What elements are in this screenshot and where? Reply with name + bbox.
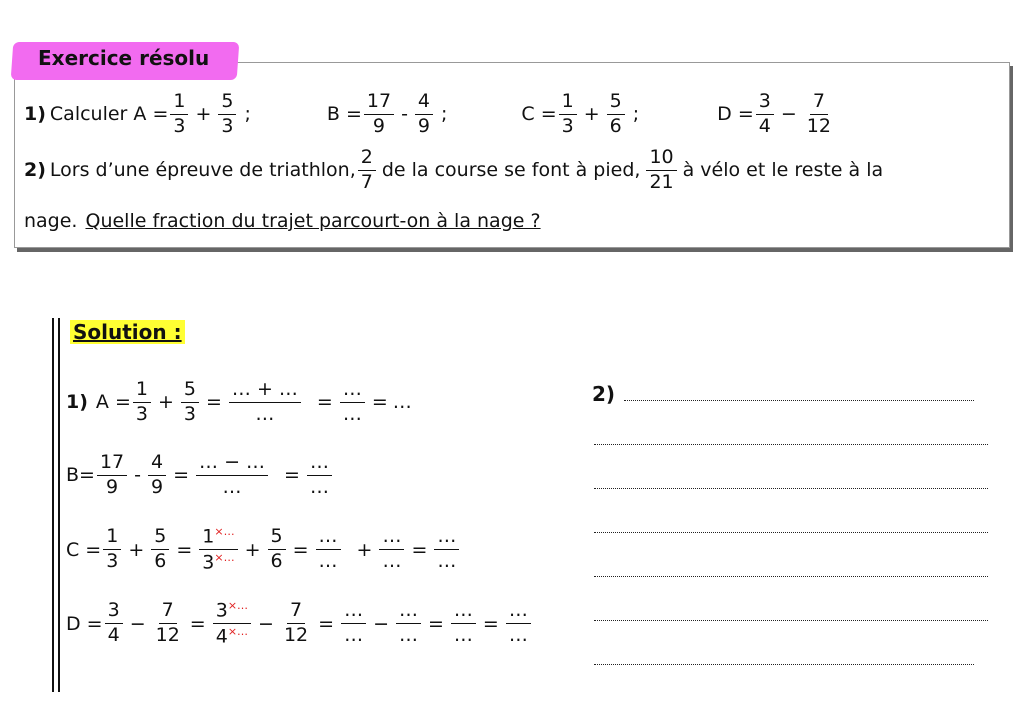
fraction: $\frac{4}{9}$ xyxy=(148,453,166,498)
question-2-continued: nage. Quelle fraction du trajet parcourt-on à la nage ? xyxy=(24,210,541,232)
fraction: $\frac{2}{7}$ xyxy=(358,148,376,193)
fraction: $\frac{1}{3}$ xyxy=(170,92,188,137)
solution-line-A: 1) A = $\frac{1}{3}$ + $\frac{5}{3}$ = $\frac{\dots + \dots}{\dots}$ = $\frac{\dots}{\dots}$ = … xyxy=(66,378,412,425)
question-2-question: Quelle fraction du trajet parcourt-on à la nage ? xyxy=(85,210,541,232)
solution-border-left xyxy=(52,318,54,692)
fraction: $\frac{5}{3}$ xyxy=(181,380,199,425)
fraction: $\frac{17}{9}$ xyxy=(97,453,127,498)
fraction: $\frac{17}{9}$ xyxy=(364,92,394,137)
question-1-text: Calculer A = xyxy=(49,103,169,126)
answer-line[interactable] xyxy=(594,532,988,533)
solution-line-D: D = $\frac{3}{4}$ − $\frac{7}{12}$ = $\frac{3^{\times\dots}}{4^{\times\dots}}$ − $\frac{7}{12}$ = $\frac{\dots}{\dots}$ − $\frac{\dots}{\dots}$ = $\frac{\dots}{\dots}$ = $\frac{\dots}{\dots}$ xyxy=(66,600,533,648)
fraction: $\frac{7}{12}$ xyxy=(806,90,831,137)
fraction: $\frac{1}{3}$ xyxy=(133,380,151,425)
fraction: $\frac{\dots}{\dots}$ xyxy=(316,527,341,572)
fraction: $\frac{\dots}{\dots}$ xyxy=(451,601,476,646)
fraction: $\frac{\dots}{\dots}$ xyxy=(307,453,332,498)
expr-C-label: C = xyxy=(521,103,557,126)
solution-title: Solution : xyxy=(70,320,185,344)
fraction: $\frac{5}{6}$ xyxy=(607,92,625,137)
fraction: $\frac{1}{3}$ xyxy=(103,527,121,572)
fraction-with-multiplier: $\frac{3^{\times\dots}}{4^{\times\dots}}$ xyxy=(213,600,251,648)
fraction: $\frac{\dots}{\dots}$ xyxy=(434,527,459,572)
fraction: $\frac{3}{4}$ xyxy=(756,92,774,137)
answer-line[interactable] xyxy=(594,664,974,665)
fraction: $\frac{\dots - \dots}{\dots}$ xyxy=(196,453,268,498)
answer-line[interactable] xyxy=(594,576,988,577)
fraction: $\frac{\dots}{\dots}$ xyxy=(506,601,531,646)
fraction: $\frac{10}{21}$ xyxy=(646,148,676,193)
fraction: $\frac{5}{6}$ xyxy=(151,527,169,572)
expr-B-label: B = xyxy=(326,103,362,126)
answer-line[interactable] xyxy=(624,400,974,401)
answer-line[interactable] xyxy=(594,620,988,621)
answer-line[interactable] xyxy=(594,488,988,489)
question-2: 2) Lors d’une épreuve de triathlon, $\frac{2}{7}$ de la course se font à pied, $\frac{10}{21}$ à vélo et le reste à la xyxy=(24,146,884,193)
solution-line-C: C = $\frac{1}{3}$ + $\frac{5}{6}$ = $\frac{1^{\times\dots}}{3^{\times\dots}}$ + $\frac{5}{6}$ = $\frac{\dots}{\dots}$ + $\frac{\dots}{\dots}$ = $\frac{\dots}{\dots}$ xyxy=(66,526,461,574)
fraction: $\frac{3}{4}$ xyxy=(105,601,123,646)
fraction: $\frac{4}{9}$ xyxy=(415,92,433,137)
fraction: $\frac{7}{12}$ xyxy=(283,599,309,647)
fraction: $\frac{1}{3}$ xyxy=(559,92,577,137)
fraction: $\frac{5}{6}$ xyxy=(268,527,286,572)
question-1-number: 1) xyxy=(24,103,46,126)
solution-line-B: B= $\frac{17}{9}$ - $\frac{4}{9}$ = $\frac{\dots - \dots}{\dots}$ = $\frac{\dots}{\dots}$ xyxy=(66,453,334,498)
fraction-with-multiplier: $\frac{1^{\times\dots}}{3^{\times\dots}}$ xyxy=(199,526,237,574)
exercise-title: Exercice résolu xyxy=(38,46,210,70)
part-2-label: 2) xyxy=(592,382,616,406)
fraction: $\frac{\dots}{\dots}$ xyxy=(340,380,365,425)
answer-line[interactable] xyxy=(594,444,988,445)
fraction: $\frac{\dots + \dots}{\dots}$ xyxy=(229,380,301,425)
question-1: 1) Calculer A = $\frac{1}{3}$ + $\frac{5}{3}$ ; B = $\frac{17}{9}$ - $\frac{4}{9}$ ; C = $\frac{1}{3}$ + $\frac{5}{6}$ ; D = $\frac{3}{4}$ − $\frac{7}{12}$ xyxy=(24,92,836,137)
fraction: $\frac{\dots}{\dots}$ xyxy=(341,601,366,646)
fraction: $\frac{7}{12}$ xyxy=(155,599,180,647)
expr-D-label: D = xyxy=(717,103,754,126)
fraction: $\frac{\dots}{\dots}$ xyxy=(379,527,404,572)
question-2-number: 2) xyxy=(24,159,46,182)
solution-border-right xyxy=(58,318,60,692)
fraction: $\frac{\dots}{\dots}$ xyxy=(396,601,421,646)
fraction: $\frac{5}{3}$ xyxy=(218,92,236,137)
